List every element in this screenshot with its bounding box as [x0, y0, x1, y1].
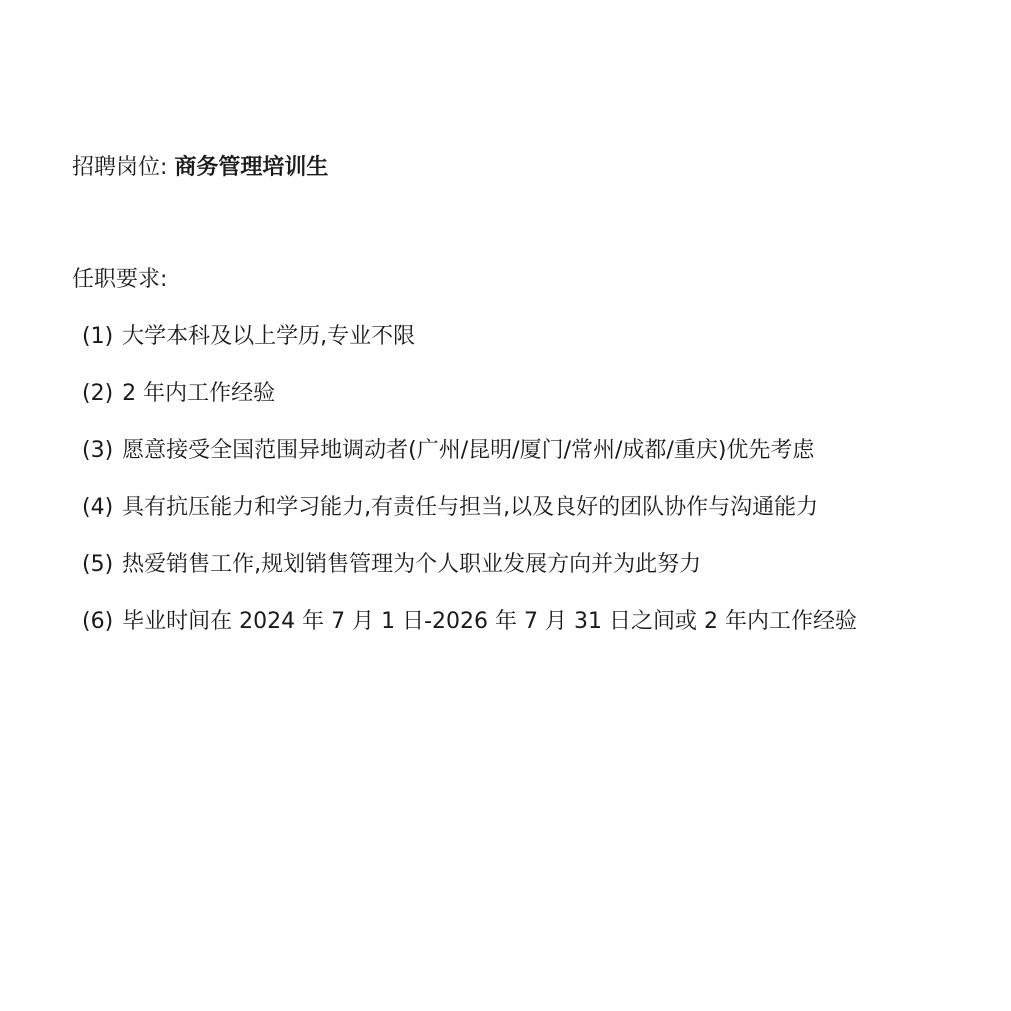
requirement-number: (3)	[82, 438, 114, 463]
requirement-item	[72, 376, 952, 412]
requirement-text: 具有抗压能力和学习能力,有责任与担当,以及良好的团队协作与沟通能力	[122, 495, 819, 520]
requirement-number: (4)	[82, 495, 114, 520]
requirement-number: (1)	[82, 324, 114, 349]
requirement-number: (6)	[82, 609, 114, 634]
position-line	[72, 150, 952, 186]
requirement-item	[72, 547, 952, 583]
requirement-text: 愿意接受全国范围异地调动者(广州/昆明/厦门/常州/成都/重庆)优先考虑	[122, 438, 815, 463]
position-value: 商务管理培训生	[174, 155, 329, 180]
requirements-heading: 任职要求:	[72, 267, 168, 292]
requirement-text: 大学本科及以上学历,专业不限	[122, 324, 416, 349]
requirement-item	[72, 433, 952, 469]
position-label: 招聘岗位:	[72, 155, 168, 180]
job-posting-document	[72, 150, 952, 661]
requirement-number: (2)	[82, 381, 114, 406]
requirement-text: 2 年内工作经验	[122, 381, 276, 406]
requirement-text: 热爱销售工作,规划销售管理为个人职业发展方向并为此努力	[122, 552, 702, 577]
requirement-number: (5)	[82, 552, 114, 577]
requirement-item	[72, 604, 952, 640]
requirement-item	[72, 319, 952, 355]
requirement-text: 毕业时间在 2024 年 7 月 1 日-2026 年 7 月 31 日之间或 2 年内工作经验	[122, 609, 857, 634]
requirement-item	[72, 490, 952, 526]
